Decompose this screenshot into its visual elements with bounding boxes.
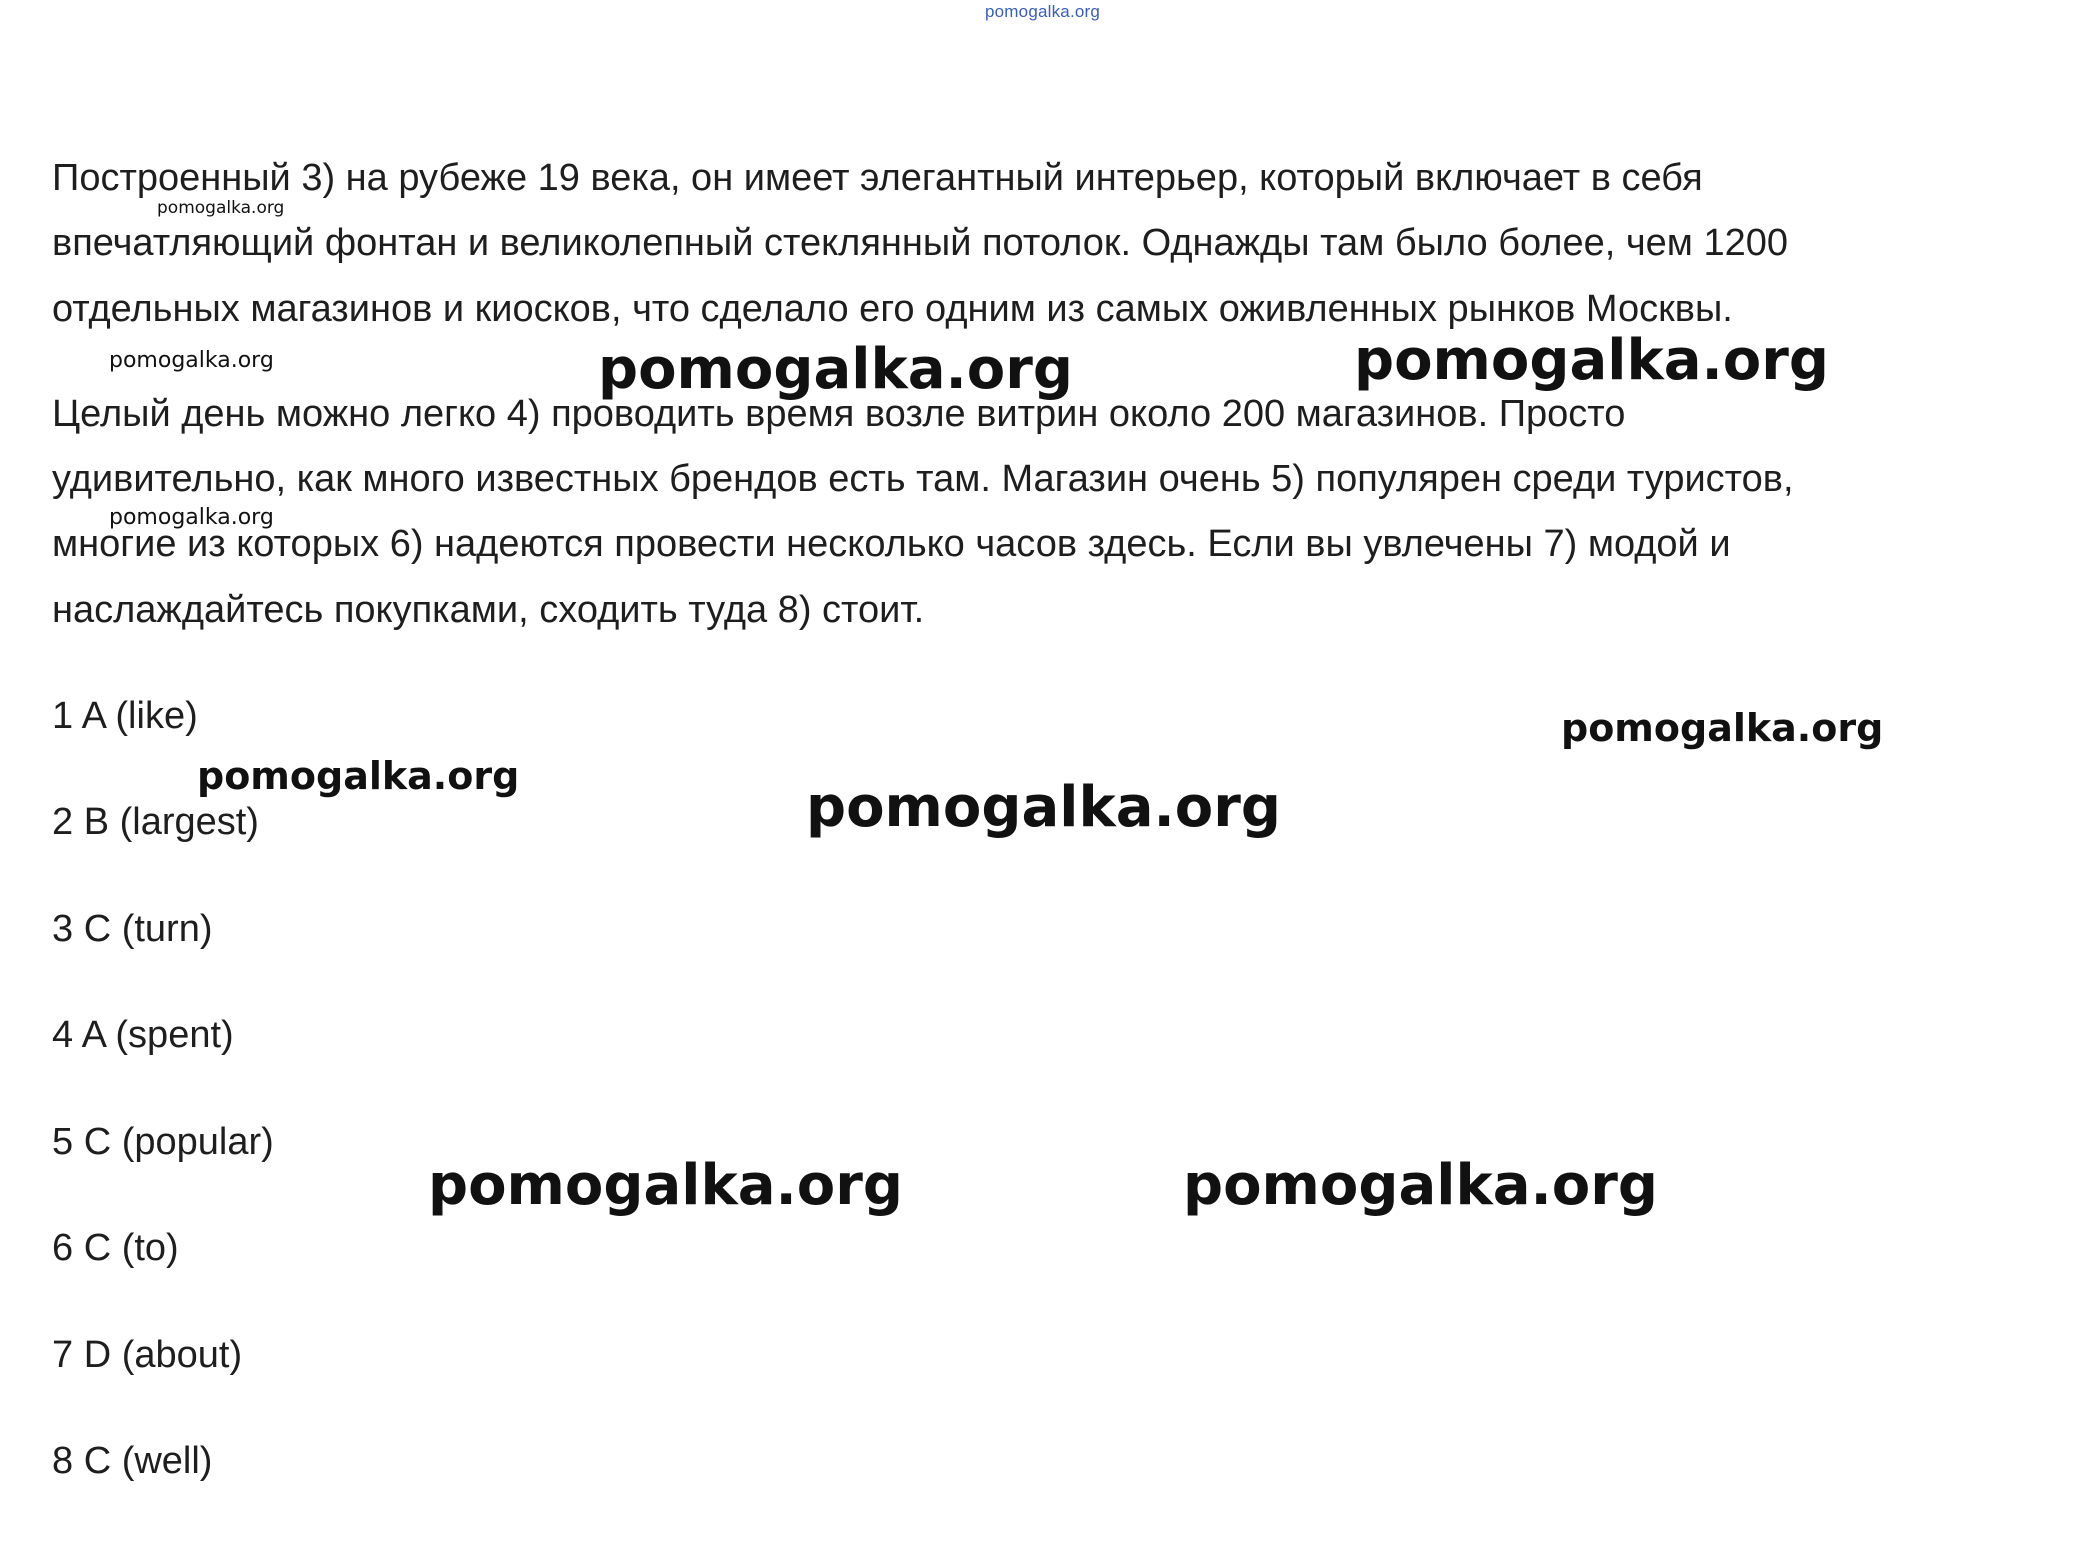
site-mark: pomogalka.org [985,2,1101,21]
answer-item: 4 A (spent) [52,1014,234,1056]
paragraph-line: впечатляющий фонтан и великолепный стеклянный потолок. Однажды там было более, чем 1200 [52,222,1789,264]
paragraph-line: удивительно, как много известных брендов есть там. Магазин очень 5) популярен среди туристов, [52,458,1794,500]
paragraph-line: Построенный 3) на рубеже 19 века, он имеет элегантный интерьер, который включает в себя [52,157,1703,199]
answer-item: 7 D (about) [52,1334,243,1376]
answer-item: 1 A (like) [52,695,198,737]
watermark: pomogalka.org [157,198,285,218]
answer-item: 2 B (largest) [52,801,259,843]
paragraph-line: наслаждайтесь покупками, сходить туда 8) стоит. [52,589,925,631]
watermark: pomogalka.org [598,337,1073,402]
watermark: pomogalka.org [109,348,274,373]
watermark: pomogalka.org [428,1153,903,1218]
answer-item: 3 C (turn) [52,908,213,950]
answer-item: 5 C (popular) [52,1121,274,1163]
watermark: pomogalka.org [1354,328,1829,393]
answer-item: 8 C (well) [52,1440,213,1482]
watermark: pomogalka.org [197,754,520,798]
watermark: pomogalka.org [806,775,1281,840]
watermark: pomogalka.org [1561,706,1884,750]
paragraph-line: Целый день можно легко 4) проводить время возле витрин около 200 магазинов. Просто [52,393,1626,435]
paragraph-line: многие из которых 6) надеются провести несколько часов здесь. Если вы увлечены 7) модой и [52,523,1731,565]
answer-item: 6 C (to) [52,1227,179,1269]
watermark: pomogalka.org [1183,1153,1658,1218]
paragraph-line: отдельных магазинов и киосков, что сделало его одним из самых оживленных рынков Москвы. [52,288,1733,330]
watermark: pomogalka.org [109,505,274,530]
